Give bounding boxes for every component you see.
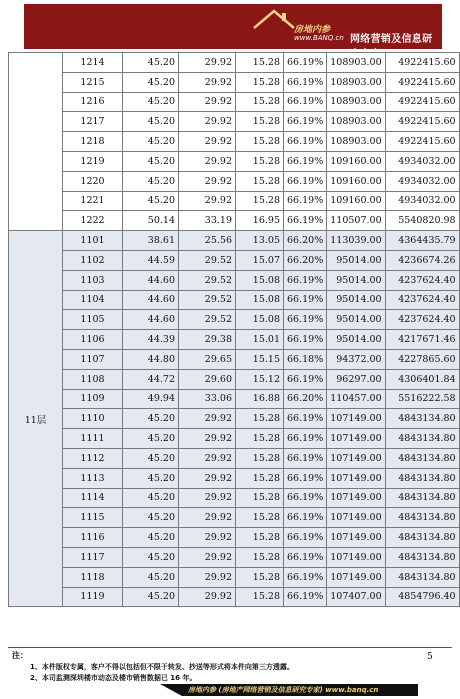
unit-number-cell: 1222 <box>63 211 123 231</box>
floor-label-cell <box>9 53 63 231</box>
area-total-cell: 45.20 <box>123 132 179 152</box>
notes-section <box>8 647 452 688</box>
unit-price-cell: 108903.00 <box>327 53 385 73</box>
area-total-cell: 45.20 <box>123 448 179 468</box>
header-title: 网络营销及信息研究专家 <box>350 34 433 60</box>
unit-price-cell: 108903.00 <box>327 132 385 152</box>
unit-number-cell: 1111 <box>63 429 123 449</box>
unit-number-cell: 1116 <box>63 528 123 548</box>
total-price-cell: 4364435.79 <box>385 231 459 251</box>
area-usable-cell: 29.92 <box>179 92 236 112</box>
area-usable-cell: 29.38 <box>179 330 236 350</box>
table-row <box>9 191 460 211</box>
area-shared-cell: 15.28 <box>236 409 284 429</box>
total-price-cell: 4934032.00 <box>385 151 459 171</box>
area-shared-cell: 15.08 <box>236 310 284 330</box>
table-row <box>9 151 460 171</box>
page-number: 5 <box>427 652 433 662</box>
area-total-cell: 45.20 <box>123 191 179 211</box>
area-shared-cell: 15.28 <box>236 508 284 528</box>
unit-number-cell: 1119 <box>63 587 123 607</box>
unit-number-cell: 1106 <box>63 330 123 350</box>
usage-rate-cell: 66.19% <box>284 310 327 330</box>
unit-number-cell: 1103 <box>63 270 123 290</box>
total-price-cell: 4306401.84 <box>385 369 459 389</box>
unit-price-cell: 95014.00 <box>327 270 385 290</box>
unit-price-cell: 109160.00 <box>327 151 385 171</box>
house-roof-icon <box>252 8 296 30</box>
area-shared-cell: 15.28 <box>236 448 284 468</box>
unit-number-cell: 1109 <box>63 389 123 409</box>
table-row <box>9 488 460 508</box>
area-usable-cell: 29.52 <box>179 270 236 290</box>
unit-price-cell: 107149.00 <box>327 429 385 449</box>
usage-rate-cell: 66.19% <box>284 270 327 290</box>
area-usable-cell: 29.92 <box>179 508 236 528</box>
area-usable-cell: 29.92 <box>179 171 236 191</box>
table-row <box>9 53 460 73</box>
area-usable-cell: 29.92 <box>179 429 236 449</box>
unit-number-cell: 1214 <box>63 53 123 73</box>
header-banner <box>24 4 442 60</box>
usage-rate-cell: 66.19% <box>284 429 327 449</box>
area-total-cell: 45.20 <box>123 53 179 73</box>
usage-rate-cell: 66.19% <box>284 567 327 587</box>
area-usable-cell: 29.92 <box>179 448 236 468</box>
usage-rate-cell: 66.19% <box>284 488 327 508</box>
unit-price-cell: 107149.00 <box>327 409 385 429</box>
usage-rate-cell: 66.18% <box>284 349 327 369</box>
area-shared-cell: 15.15 <box>236 349 284 369</box>
area-shared-cell: 15.28 <box>236 151 284 171</box>
table-row <box>9 330 460 350</box>
usage-rate-cell: 66.19% <box>284 191 327 211</box>
area-usable-cell: 29.92 <box>179 488 236 508</box>
unit-price-cell: 107149.00 <box>327 508 385 528</box>
area-shared-cell: 15.28 <box>236 528 284 548</box>
area-usable-cell: 29.92 <box>179 547 236 567</box>
area-total-cell: 45.20 <box>123 171 179 191</box>
area-total-cell: 44.60 <box>123 310 179 330</box>
total-price-cell: 4922415.60 <box>385 53 459 73</box>
usage-rate-cell: 66.19% <box>284 508 327 528</box>
unit-price-cell: 109160.00 <box>327 191 385 211</box>
unit-price-cell: 107149.00 <box>327 528 385 548</box>
usage-rate-cell: 66.19% <box>284 547 327 567</box>
notes-label: 注： <box>12 651 28 660</box>
area-usable-cell: 29.52 <box>179 290 236 310</box>
unit-number-cell: 1219 <box>63 151 123 171</box>
unit-price-cell: 109160.00 <box>327 171 385 191</box>
total-price-cell: 4843134.80 <box>385 409 459 429</box>
unit-number-cell: 1105 <box>63 310 123 330</box>
table-row <box>9 349 460 369</box>
unit-price-cell: 108903.00 <box>327 112 385 132</box>
logo-text: 房地内参 <box>294 25 331 35</box>
unit-number-cell: 1216 <box>63 92 123 112</box>
total-price-cell: 4843134.80 <box>385 567 459 587</box>
unit-number-cell: 1104 <box>63 290 123 310</box>
unit-price-cell: 110457.00 <box>327 389 385 409</box>
area-usable-cell: 33.06 <box>179 389 236 409</box>
unit-price-cell: 110507.00 <box>327 211 385 231</box>
area-total-cell: 44.72 <box>123 369 179 389</box>
table-row <box>9 369 460 389</box>
floor-label-cell: 11层 <box>9 231 63 607</box>
unit-number-cell: 1107 <box>63 349 123 369</box>
logo-url: www.BANQ.cn <box>294 34 344 42</box>
usage-rate-cell: 66.19% <box>284 211 327 231</box>
usage-rate-cell: 66.19% <box>284 112 327 132</box>
table-row <box>9 389 460 409</box>
table-row <box>9 468 460 488</box>
table-row <box>9 409 460 429</box>
area-usable-cell: 29.52 <box>179 250 236 270</box>
area-total-cell: 44.59 <box>123 250 179 270</box>
area-usable-cell: 29.92 <box>179 191 236 211</box>
total-price-cell: 4237624.40 <box>385 290 459 310</box>
table-row <box>9 290 460 310</box>
total-price-cell: 4934032.00 <box>385 171 459 191</box>
area-usable-cell: 29.92 <box>179 72 236 92</box>
note-monitoring: 2、本司监测深圳楼市动态及楼市销售数据已 16 年。 <box>30 674 197 682</box>
table-row <box>9 92 460 112</box>
area-total-cell: 45.20 <box>123 112 179 132</box>
unit-number-cell: 1117 <box>63 547 123 567</box>
area-total-cell: 45.20 <box>123 528 179 548</box>
area-total-cell: 45.20 <box>123 72 179 92</box>
total-price-cell: 4843134.80 <box>385 508 459 528</box>
total-price-cell: 5540820.98 <box>385 211 459 231</box>
footer-arrow-decoration <box>160 684 182 696</box>
area-shared-cell: 15.12 <box>236 369 284 389</box>
total-price-cell: 4227865.60 <box>385 349 459 369</box>
unit-number-cell: 1215 <box>63 72 123 92</box>
table-row <box>9 429 460 449</box>
area-shared-cell: 15.28 <box>236 171 284 191</box>
total-price-cell: 4237624.40 <box>385 270 459 290</box>
area-total-cell: 38.61 <box>123 231 179 251</box>
area-total-cell: 45.20 <box>123 468 179 488</box>
area-total-cell: 45.20 <box>123 587 179 607</box>
units-table-wrapper <box>8 52 460 607</box>
unit-number-cell: 1114 <box>63 488 123 508</box>
area-total-cell: 45.20 <box>123 508 179 528</box>
area-total-cell: 45.20 <box>123 429 179 449</box>
total-price-cell: 4237624.40 <box>385 310 459 330</box>
usage-rate-cell: 66.19% <box>284 468 327 488</box>
area-shared-cell: 15.28 <box>236 587 284 607</box>
area-usable-cell: 29.92 <box>179 468 236 488</box>
area-shared-cell: 16.88 <box>236 389 284 409</box>
unit-price-cell: 94372.00 <box>327 349 385 369</box>
area-shared-cell: 15.07 <box>236 250 284 270</box>
area-total-cell: 44.60 <box>123 270 179 290</box>
table-row <box>9 448 460 468</box>
usage-rate-cell: 66.19% <box>284 151 327 171</box>
area-total-cell: 45.20 <box>123 92 179 112</box>
area-total-cell: 44.60 <box>123 290 179 310</box>
area-total-cell: 49.94 <box>123 389 179 409</box>
area-shared-cell: 15.28 <box>236 547 284 567</box>
total-price-cell: 4843134.80 <box>385 429 459 449</box>
usage-rate-cell: 66.20% <box>284 250 327 270</box>
total-price-cell: 4217671.46 <box>385 330 459 350</box>
area-shared-cell: 15.28 <box>236 72 284 92</box>
unit-number-cell: 1112 <box>63 448 123 468</box>
total-price-cell: 4922415.60 <box>385 112 459 132</box>
total-price-cell: 4854796.40 <box>385 587 459 607</box>
unit-price-cell: 95014.00 <box>327 330 385 350</box>
total-price-cell: 4934032.00 <box>385 191 459 211</box>
area-usable-cell: 29.92 <box>179 132 236 152</box>
total-price-cell: 4843134.80 <box>385 448 459 468</box>
unit-price-cell: 95014.00 <box>327 250 385 270</box>
area-usable-cell: 29.92 <box>179 567 236 587</box>
unit-price-cell: 108903.00 <box>327 72 385 92</box>
area-usable-cell: 29.92 <box>179 151 236 171</box>
total-price-cell: 5516222.58 <box>385 389 459 409</box>
unit-price-cell: 107149.00 <box>327 488 385 508</box>
area-shared-cell: 15.28 <box>236 488 284 508</box>
usage-rate-cell: 66.19% <box>284 409 327 429</box>
total-price-cell: 4922415.60 <box>385 72 459 92</box>
area-usable-cell: 29.52 <box>179 310 236 330</box>
area-usable-cell: 29.65 <box>179 349 236 369</box>
unit-number-cell: 1101 <box>63 231 123 251</box>
table-row <box>9 508 460 528</box>
table-row <box>9 250 460 270</box>
area-total-cell: 45.20 <box>123 151 179 171</box>
unit-number-cell: 1115 <box>63 508 123 528</box>
usage-rate-cell: 66.20% <box>284 231 327 251</box>
unit-price-cell: 107149.00 <box>327 468 385 488</box>
area-shared-cell: 15.28 <box>236 53 284 73</box>
table-row <box>9 132 460 152</box>
table-body-floor-11 <box>9 231 460 607</box>
unit-price-cell: 107407.00 <box>327 587 385 607</box>
area-shared-cell: 15.28 <box>236 132 284 152</box>
area-shared-cell: 15.28 <box>236 567 284 587</box>
total-price-cell: 4843134.80 <box>385 528 459 548</box>
table-row <box>9 72 460 92</box>
area-usable-cell: 29.92 <box>179 53 236 73</box>
usage-rate-cell: 66.19% <box>284 290 327 310</box>
area-shared-cell: 15.28 <box>236 429 284 449</box>
area-total-cell: 45.20 <box>123 488 179 508</box>
area-total-cell: 44.39 <box>123 330 179 350</box>
total-price-cell: 4236674.26 <box>385 250 459 270</box>
total-price-cell: 4922415.60 <box>385 132 459 152</box>
table-row <box>9 211 460 231</box>
unit-number-cell: 1217 <box>63 112 123 132</box>
unit-number-cell: 1118 <box>63 567 123 587</box>
table-row <box>9 171 460 191</box>
unit-price-cell: 107149.00 <box>327 567 385 587</box>
total-price-cell: 4843134.80 <box>385 488 459 508</box>
area-shared-cell: 16.95 <box>236 211 284 231</box>
unit-price-cell: 95014.00 <box>327 310 385 330</box>
usage-rate-cell: 66.19% <box>284 92 327 112</box>
area-shared-cell: 15.01 <box>236 330 284 350</box>
usage-rate-cell: 66.19% <box>284 528 327 548</box>
table-row <box>9 112 460 132</box>
unit-number-cell: 1220 <box>63 171 123 191</box>
unit-number-cell: 1110 <box>63 409 123 429</box>
unit-price-cell: 96297.00 <box>327 369 385 389</box>
unit-number-cell: 1102 <box>63 250 123 270</box>
area-total-cell: 44.80 <box>123 349 179 369</box>
unit-price-cell: 113039.00 <box>327 231 385 251</box>
area-total-cell: 45.20 <box>123 547 179 567</box>
unit-number-cell: 1113 <box>63 468 123 488</box>
usage-rate-cell: 66.19% <box>284 369 327 389</box>
usage-rate-cell: 66.19% <box>284 587 327 607</box>
area-total-cell: 45.20 <box>123 409 179 429</box>
usage-rate-cell: 66.19% <box>284 132 327 152</box>
usage-rate-cell: 66.19% <box>284 72 327 92</box>
table-row <box>9 567 460 587</box>
area-shared-cell: 13.05 <box>236 231 284 251</box>
unit-price-cell: 107149.00 <box>327 448 385 468</box>
total-price-cell: 4922415.60 <box>385 92 459 112</box>
area-usable-cell: 29.92 <box>179 112 236 132</box>
area-usable-cell: 29.92 <box>179 528 236 548</box>
footer-banner: 房地内参 (房地产网络营销及信息研究专家) www.banq.cn <box>182 684 418 696</box>
table-row <box>9 547 460 567</box>
usage-rate-cell: 66.19% <box>284 330 327 350</box>
area-usable-cell: 29.92 <box>179 409 236 429</box>
area-shared-cell: 15.28 <box>236 191 284 211</box>
usage-rate-cell: 66.20% <box>284 389 327 409</box>
unit-number-cell: 1108 <box>63 369 123 389</box>
usage-rate-cell: 66.19% <box>284 53 327 73</box>
total-price-cell: 4843134.80 <box>385 468 459 488</box>
usage-rate-cell: 66.19% <box>284 448 327 468</box>
area-shared-cell: 15.28 <box>236 92 284 112</box>
area-shared-cell: 15.28 <box>236 112 284 132</box>
note-copyright: 1、本件版权专属，客户不得以包括但不限于转发、抄送等形式将本件向第三方透露。 <box>30 663 294 671</box>
area-shared-cell: 15.08 <box>236 270 284 290</box>
table-row <box>9 528 460 548</box>
unit-price-cell: 95014.00 <box>327 290 385 310</box>
unit-number-cell: 1221 <box>63 191 123 211</box>
table-row <box>9 587 460 607</box>
area-usable-cell: 29.92 <box>179 587 236 607</box>
units-table <box>8 52 460 607</box>
unit-number-cell: 1218 <box>63 132 123 152</box>
area-shared-cell: 15.28 <box>236 468 284 488</box>
table-body-floor-12 <box>9 53 460 231</box>
unit-price-cell: 108903.00 <box>327 92 385 112</box>
table-row <box>9 310 460 330</box>
area-usable-cell: 33.19 <box>179 211 236 231</box>
total-price-cell: 4843134.80 <box>385 547 459 567</box>
table-row <box>9 231 460 251</box>
table-row <box>9 270 460 290</box>
area-total-cell: 45.20 <box>123 567 179 587</box>
area-total-cell: 50.14 <box>123 211 179 231</box>
area-usable-cell: 29.60 <box>179 369 236 389</box>
area-shared-cell: 15.08 <box>236 290 284 310</box>
usage-rate-cell: 66.19% <box>284 171 327 191</box>
unit-price-cell: 107149.00 <box>327 547 385 567</box>
area-usable-cell: 25.56 <box>179 231 236 251</box>
